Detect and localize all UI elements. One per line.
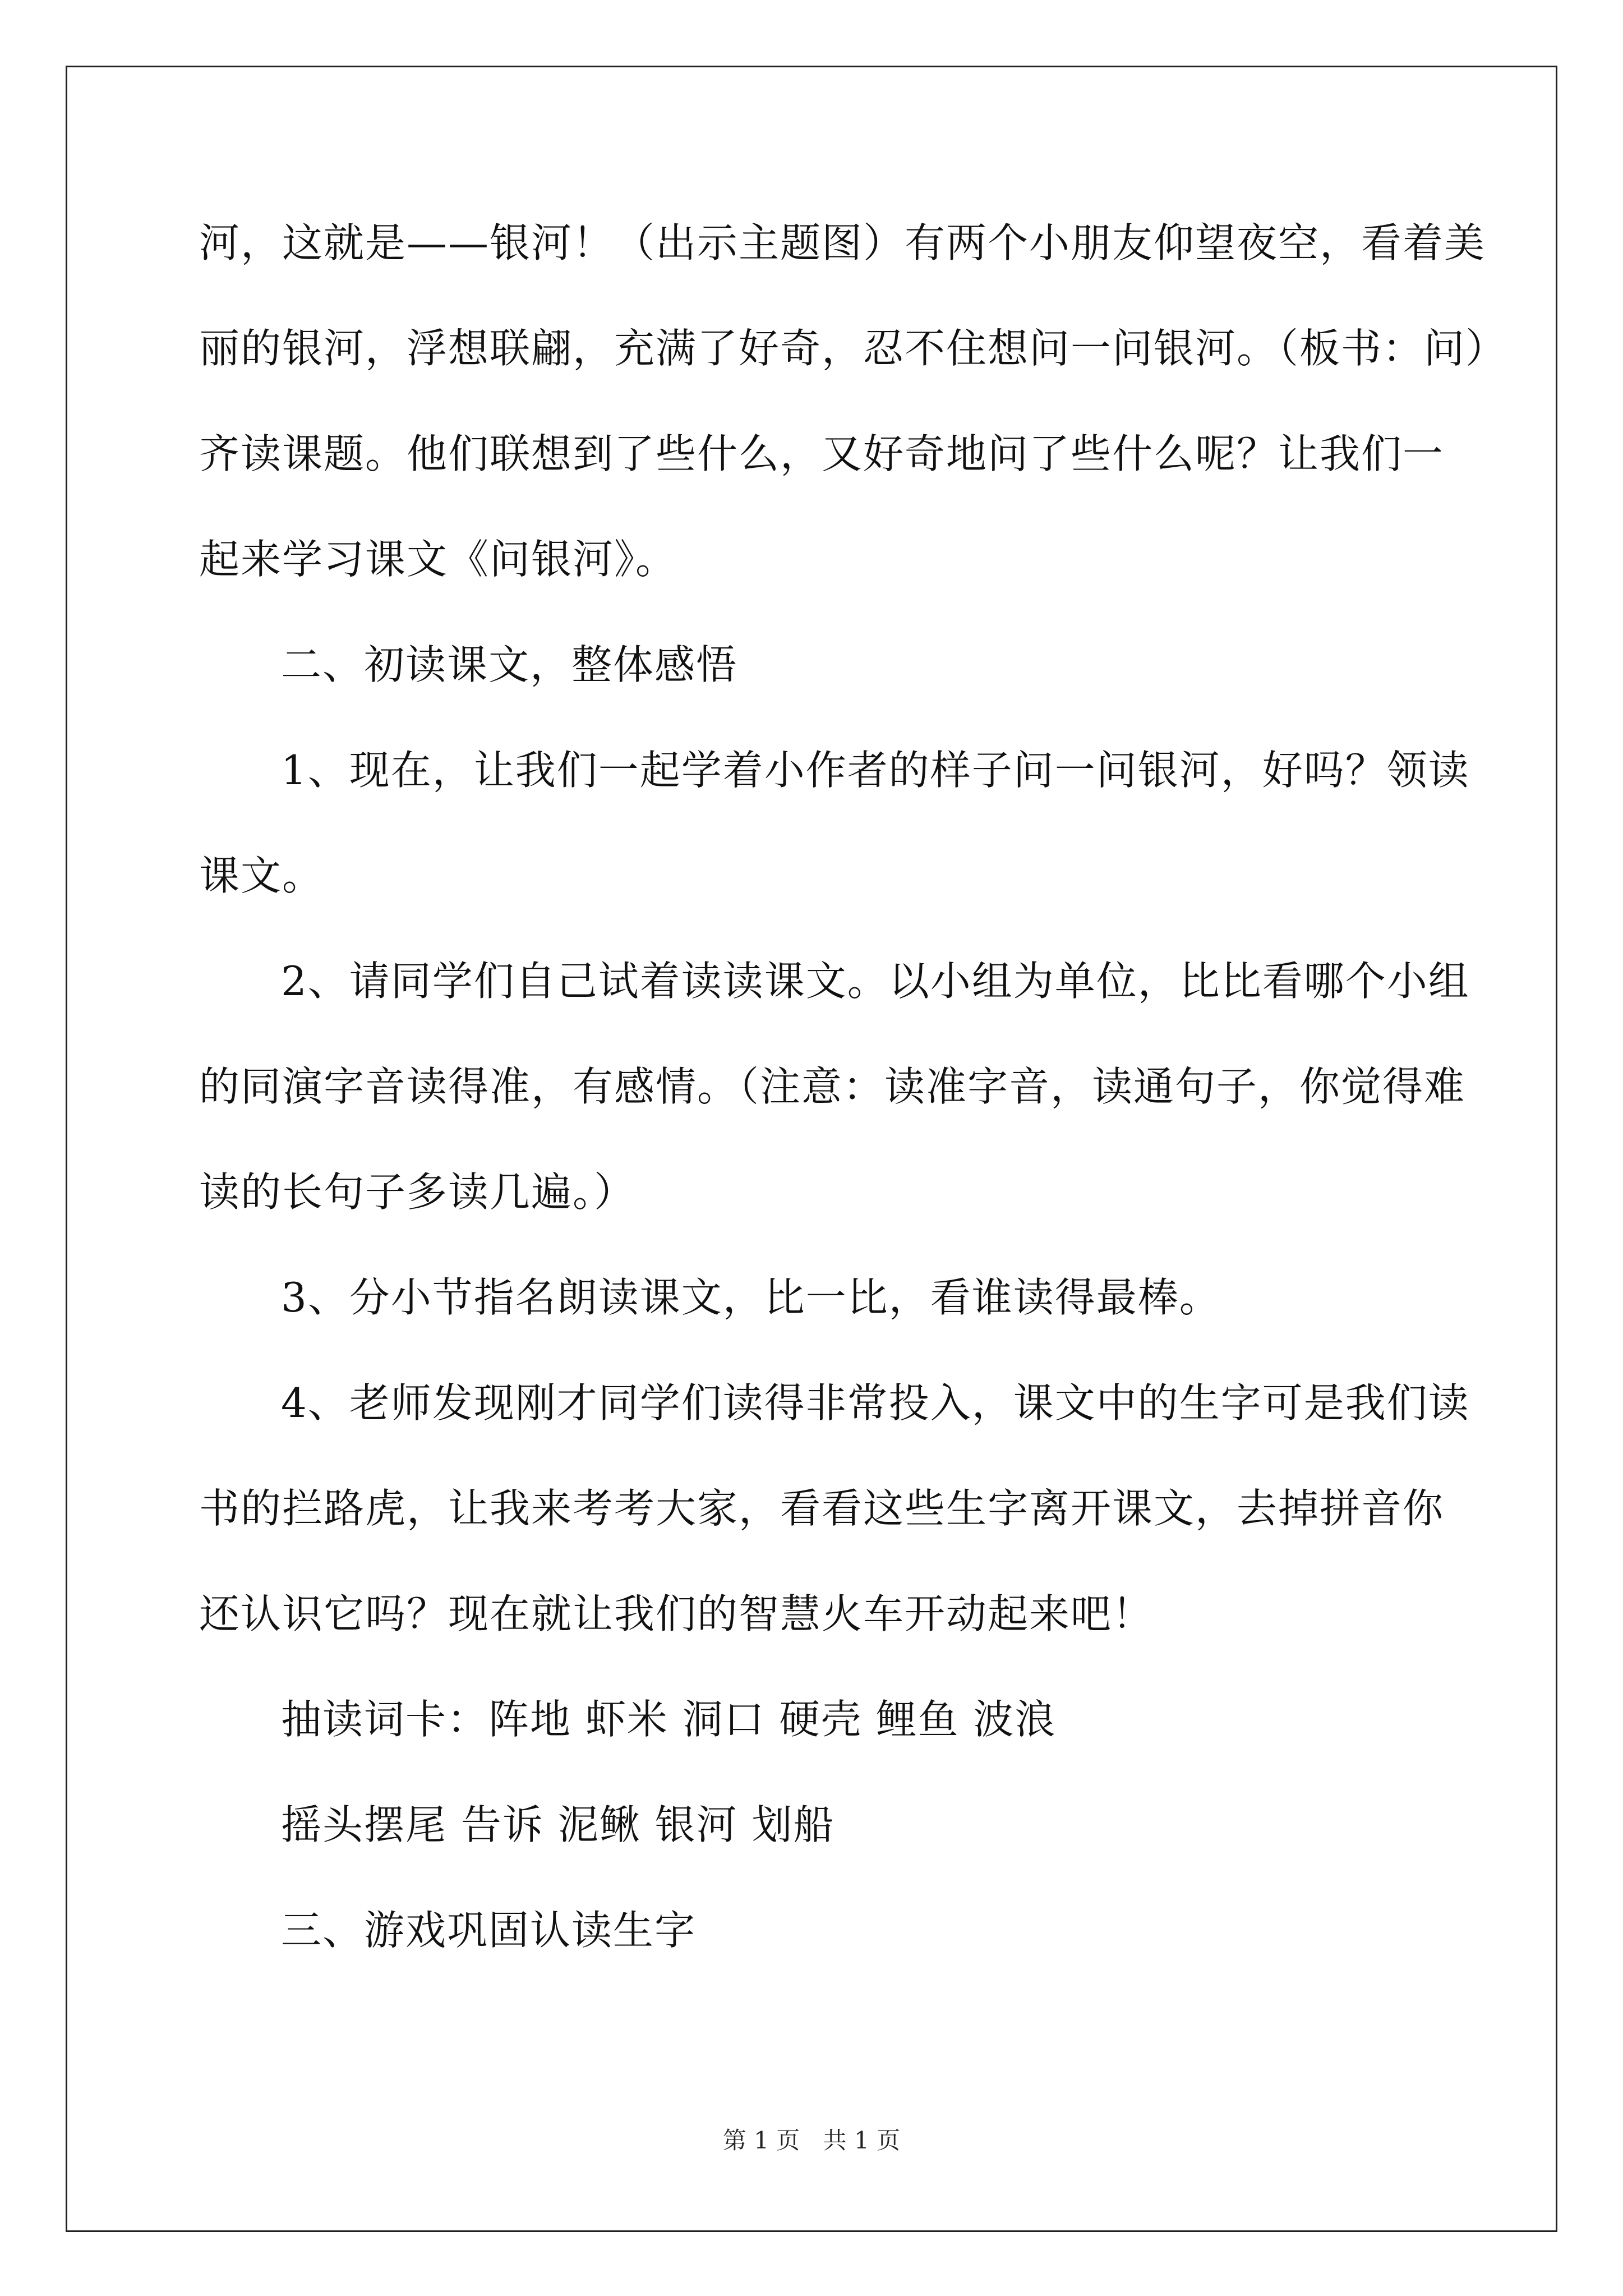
text-line: 丽的银河，浮想联翩，充满了好奇，忍不住想问一问银河。（板书：问） — [199, 325, 1507, 372]
text-line: 还认识它吗？现在就让我们的智慧火车开动起来吧！ — [199, 1590, 1154, 1637]
word-card-line: 摇头摆尾 告诉 泥鳅 银河 划船 — [281, 1801, 835, 1848]
page-footer — [0, 2125, 1623, 2156]
word-card-line: 抽读词卡：阵地 虾米 洞口 硬壳 鲤鱼 波浪 — [281, 1696, 1057, 1743]
text-line: 1、现在，让我们一起学着小作者的样子问一问银河，好吗？领读 — [281, 747, 1470, 794]
section-heading: 二、初读课文，整体感悟 — [281, 641, 738, 688]
text-line: 4、老师发现刚才同学们读得非常投入，课文中的生字可是我们读 — [281, 1379, 1470, 1427]
text-line: 齐读课题。他们联想到了些什么，又好奇地问了些什么呢？让我们一 — [199, 430, 1445, 477]
text-line: 起来学习课文《问银河》。 — [199, 536, 677, 583]
page-number-current: 第 1 页 — [722, 2127, 800, 2154]
text-line: 的同演字音读得准，有感情。（注意：读准字音，读通句子，你觉得难 — [199, 1063, 1466, 1110]
text-line: 课文。 — [199, 852, 324, 899]
page-number-total: 共 1 页 — [823, 2127, 901, 2154]
section-heading: 三、游戏巩固认读生字 — [281, 1907, 697, 1954]
text-line: 书的拦路虎，让我来考考大家，看看这些生字离开课文，去掉拼音你 — [199, 1485, 1445, 1532]
text-line: 2、请同学们自己试着读读课文。以小组为单位，比比看哪个小组 — [281, 958, 1470, 1005]
text-line: 3、分小节指名朗读课文，比一比，看谁读得最棒。 — [281, 1274, 1221, 1321]
text-line: 河，这就是——银河！（出示主题图）有两个小朋友仰望夜空，看着美 — [199, 219, 1486, 266]
text-line: 读的长句子多读几遍。） — [199, 1168, 636, 1216]
